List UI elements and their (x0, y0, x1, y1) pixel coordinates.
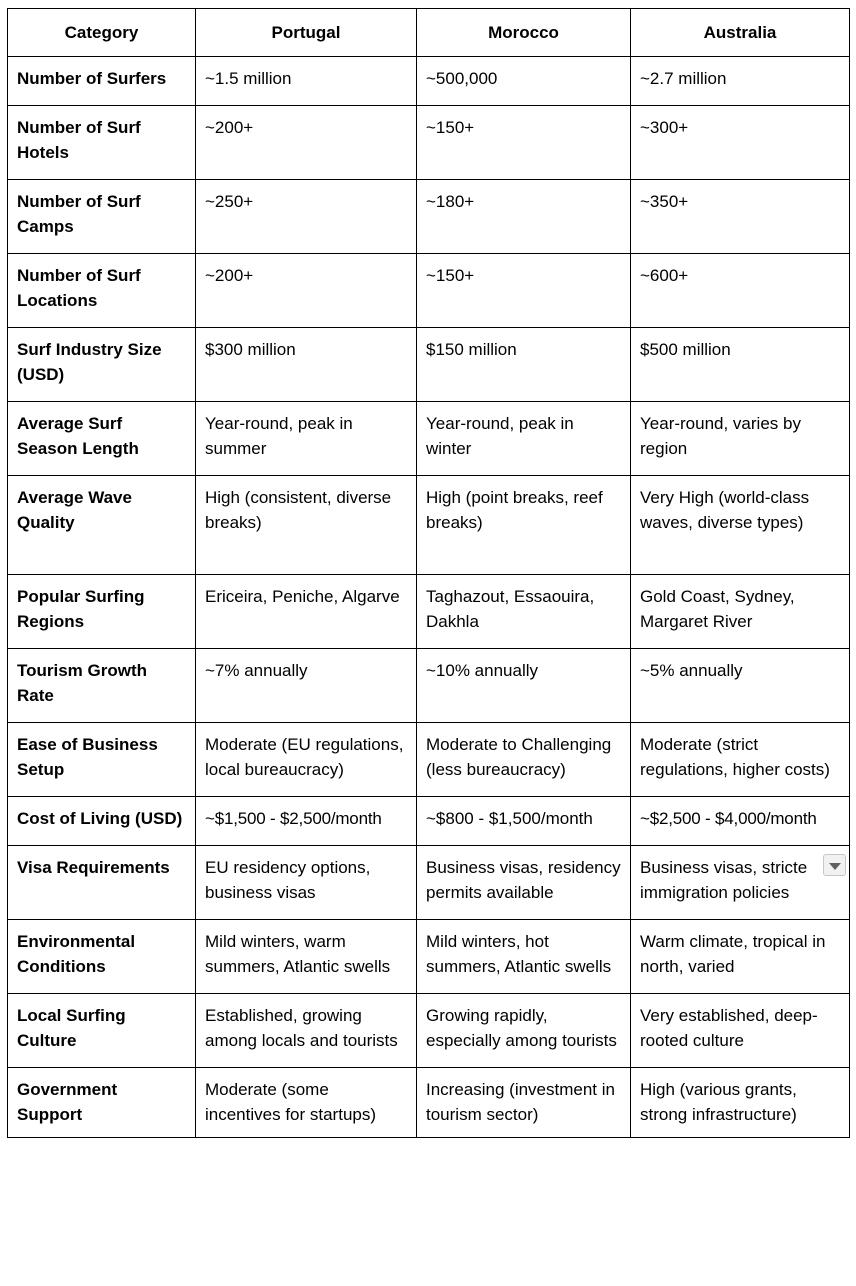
category-cell[interactable]: Surf Industry Size (USD) (8, 328, 196, 402)
header-morocco[interactable]: Morocco (417, 9, 631, 57)
morocco-cell[interactable]: ~180+ (417, 180, 631, 254)
table-row (8, 57, 850, 106)
category-cell[interactable]: Average Surf Season Length (8, 402, 196, 476)
header-portugal[interactable]: Portugal (196, 9, 417, 57)
header-row (8, 9, 850, 57)
australia-cell[interactable]: $500 million (631, 328, 850, 402)
header-category[interactable]: Category (8, 9, 196, 57)
table-row (8, 106, 850, 180)
australia-cell[interactable]: Very established, deep-rooted culture (631, 994, 850, 1068)
category-cell[interactable]: Government Support (8, 1068, 196, 1138)
portugal-cell[interactable]: ~250+ (196, 180, 417, 254)
table-row (8, 254, 850, 328)
table-row (8, 723, 850, 797)
australia-cell[interactable]: Warm climate, tropical in north, varied (631, 920, 850, 994)
australia-cell[interactable]: ~600+ (631, 254, 850, 328)
table-row (8, 575, 850, 649)
category-cell[interactable]: Number of Surf Locations (8, 254, 196, 328)
table-row (8, 402, 850, 476)
portugal-cell[interactable]: ~200+ (196, 254, 417, 328)
table-row (8, 476, 850, 575)
morocco-cell[interactable]: Business visas, residency permits available (417, 846, 631, 920)
australia-cell-line: Business visas, stricte (640, 858, 808, 877)
chevron-down-icon (829, 863, 841, 870)
morocco-cell[interactable]: Moderate to Challenging (less bureaucracy) (417, 723, 631, 797)
category-cell[interactable]: Tourism Growth Rate (8, 649, 196, 723)
portugal-cell[interactable]: ~$1,500 - $2,500/month (196, 797, 417, 846)
portugal-cell[interactable]: High (consistent, diverse breaks) (196, 476, 417, 575)
header-australia[interactable]: Australia (631, 9, 850, 57)
australia-cell[interactable]: Gold Coast, Sydney, Margaret River (631, 575, 850, 649)
category-cell[interactable]: Cost of Living (USD) (8, 797, 196, 846)
category-cell[interactable]: Average Wave Quality (8, 476, 196, 575)
portugal-cell[interactable]: EU residency options, business visas (196, 846, 417, 920)
australia-cell[interactable]: Year-round, varies by region (631, 402, 850, 476)
category-cell[interactable]: Popular Surfing Regions (8, 575, 196, 649)
table-row (8, 797, 850, 846)
morocco-cell[interactable]: ~150+ (417, 254, 631, 328)
table-row (8, 649, 850, 723)
morocco-cell[interactable]: $150 million (417, 328, 631, 402)
morocco-cell[interactable]: Mild winters, hot summers, Atlantic swells (417, 920, 631, 994)
table-row (8, 180, 850, 254)
morocco-cell[interactable]: ~150+ (417, 106, 631, 180)
category-cell[interactable]: Number of Surf Camps (8, 180, 196, 254)
australia-cell[interactable] (631, 846, 850, 920)
comparison-table (7, 8, 850, 1138)
portugal-cell[interactable]: ~200+ (196, 106, 417, 180)
australia-cell[interactable]: ~2.7 million (631, 57, 850, 106)
category-cell[interactable]: Number of Surf Hotels (8, 106, 196, 180)
category-cell[interactable]: Number of Surfers (8, 57, 196, 106)
table-row (8, 328, 850, 402)
australia-cell[interactable]: High (various grants, strong infrastructure) (631, 1068, 850, 1138)
table-row (8, 1068, 850, 1138)
category-cell[interactable]: Visa Requirements (8, 846, 196, 920)
portugal-cell[interactable]: Year-round, peak in summer (196, 402, 417, 476)
morocco-cell[interactable]: ~10% annually (417, 649, 631, 723)
table-row (8, 920, 850, 994)
portugal-cell[interactable]: ~1.5 million (196, 57, 417, 106)
morocco-cell[interactable]: Taghazout, Essaouira, Dakhla (417, 575, 631, 649)
australia-cell[interactable]: ~5% annually (631, 649, 850, 723)
portugal-cell[interactable]: Moderate (EU regulations, local bureaucracy) (196, 723, 417, 797)
table-row (8, 994, 850, 1068)
australia-cell[interactable]: ~350+ (631, 180, 850, 254)
category-cell[interactable]: Ease of Business Setup (8, 723, 196, 797)
category-cell[interactable]: Environmental Conditions (8, 920, 196, 994)
morocco-cell[interactable]: ~500,000 (417, 57, 631, 106)
portugal-cell[interactable]: Established, growing among locals and tourists (196, 994, 417, 1068)
morocco-cell[interactable]: Year-round, peak in winter (417, 402, 631, 476)
australia-cell[interactable]: ~$2,500 - $4,000/month (631, 797, 850, 846)
morocco-cell[interactable]: High (point breaks, reef breaks) (417, 476, 631, 575)
portugal-cell[interactable]: Moderate (some incentives for startups) (196, 1068, 417, 1138)
morocco-cell[interactable]: Growing rapidly, especially among tourists (417, 994, 631, 1068)
morocco-cell[interactable]: ~$800 - $1,500/month (417, 797, 631, 846)
morocco-cell[interactable]: Increasing (investment in tourism sector) (417, 1068, 631, 1138)
table-row (8, 846, 850, 920)
category-cell[interactable]: Local Surfing Culture (8, 994, 196, 1068)
portugal-cell[interactable]: ~7% annually (196, 649, 417, 723)
cell-dropdown-button[interactable] (823, 854, 846, 876)
australia-cell-line: immigration policies (640, 883, 790, 902)
portugal-cell[interactable]: $300 million (196, 328, 417, 402)
australia-cell[interactable]: Very High (world-class waves, diverse types) (631, 476, 850, 575)
portugal-cell[interactable]: Ericeira, Peniche, Algarve (196, 575, 417, 649)
australia-cell[interactable]: ~300+ (631, 106, 850, 180)
australia-cell[interactable]: Moderate (strict regulations, higher costs) (631, 723, 850, 797)
portugal-cell[interactable]: Mild winters, warm summers, Atlantic swells (196, 920, 417, 994)
